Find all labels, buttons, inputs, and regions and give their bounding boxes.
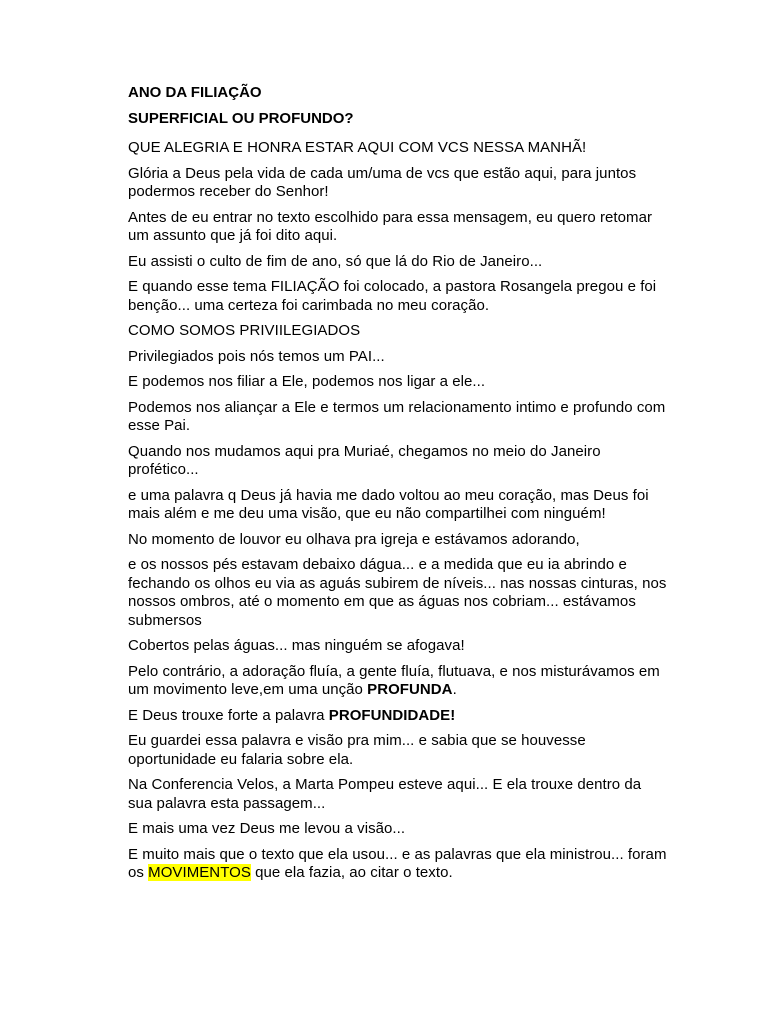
paragraph-15-bold: PROFUNDA xyxy=(367,681,453,698)
paragraph-16 xyxy=(128,707,668,726)
document-subtitle: SUPERFICIAL OU PROFUNDO? xyxy=(128,110,354,127)
paragraph-20-end: que ela fazia, ao citar o texto. xyxy=(250,864,453,881)
paragraph-6: COMO SOMOS PRIVIILEGIADOS xyxy=(128,322,361,339)
paragraph-15 xyxy=(128,663,668,700)
paragraph-5: E quando esse tema FILIAÇÃO foi colocado, a pastora Rosangela pregou e foi benção... uma certeza foi carimbada no meu coração. xyxy=(128,278,657,314)
paragraph-8: E podemos nos filiar a Ele, podemos nos ligar a ele... xyxy=(128,373,486,390)
paragraph-9: Podemos nos aliançar a Ele e termos um relacionamento intimo e profundo com esse Pai. xyxy=(128,398,666,434)
paragraph-16-bold: PROFUNDIDADE! xyxy=(328,706,456,724)
paragraph-20 xyxy=(128,846,668,883)
paragraph-19: E mais uma vez Deus me levou a visão... xyxy=(128,820,406,837)
paragraph-3: Antes de eu entrar no texto escolhido para essa mensagem, eu quero retomar um assunto que já foi dito aqui. xyxy=(128,208,653,244)
paragraph-16-text: E Deus trouxe forte a palavra xyxy=(128,706,329,724)
paragraph-15-end: . xyxy=(452,681,457,698)
paragraph-17: Eu guardei essa palavra e visão pra mim... e sabia que se houvesse oportunidade eu falaria sobre ela. xyxy=(128,732,586,768)
paragraph-7: Privilegiados pois nós temos um PAI... xyxy=(128,347,385,365)
paragraph-13: e os nossos pés estavam debaixo dágua... e a medida que eu ia abrindo e fechando os olhos eu via as aguás subirem de níveis... nas nossas cinturas, nos nossos ombros, até o momento em que as águas nos cobriam... estávamos submersos xyxy=(128,556,667,629)
paragraph-15-text: Pelo contrário, a adoração fluía, a gente fluía, flutuava, e nos misturávamos em um movimento leve,em uma unção xyxy=(128,662,660,698)
paragraph-2: Glória a Deus pela vida de cada um/uma de vcs que estão aqui, para juntos podermos receber do Senhor! xyxy=(128,164,637,200)
paragraph-20-text: E muito mais que o texto que ela usou... e as palavras que ela ministrou... foram os xyxy=(128,845,667,881)
paragraph-1: QUE ALEGRIA E HONRA ESTAR AQUI COM VCS NESSA MANHÃ! xyxy=(128,139,587,156)
paragraph-12: No momento de louvor eu olhava pra igreja e estávamos adorando, xyxy=(128,530,580,548)
document-title: ANO DA FILIAÇÃO xyxy=(128,84,262,101)
paragraph-10: Quando nos mudamos aqui pra Muriaé, chegamos no meio do Janeiro profético... xyxy=(128,442,601,478)
paragraph-11: e uma palavra q Deus já havia me dado voltou ao meu coração, mas Deus foi mais além e me deu uma visão, que eu não compartilhei com ninguém! xyxy=(128,486,649,522)
paragraph-18: Na Conferencia Velos, a Marta Pompeu esteve aqui... E ela trouxe dentro da sua palavra esta passagem... xyxy=(128,776,642,812)
paragraph-4: Eu assisti o culto de fim de ano, só que lá do Rio de Janeiro... xyxy=(128,252,543,270)
highlighted-word: MOVIMENTOS xyxy=(148,864,251,881)
paragraph-14: Cobertos pelas águas... mas ninguém se afogava! xyxy=(128,637,465,654)
